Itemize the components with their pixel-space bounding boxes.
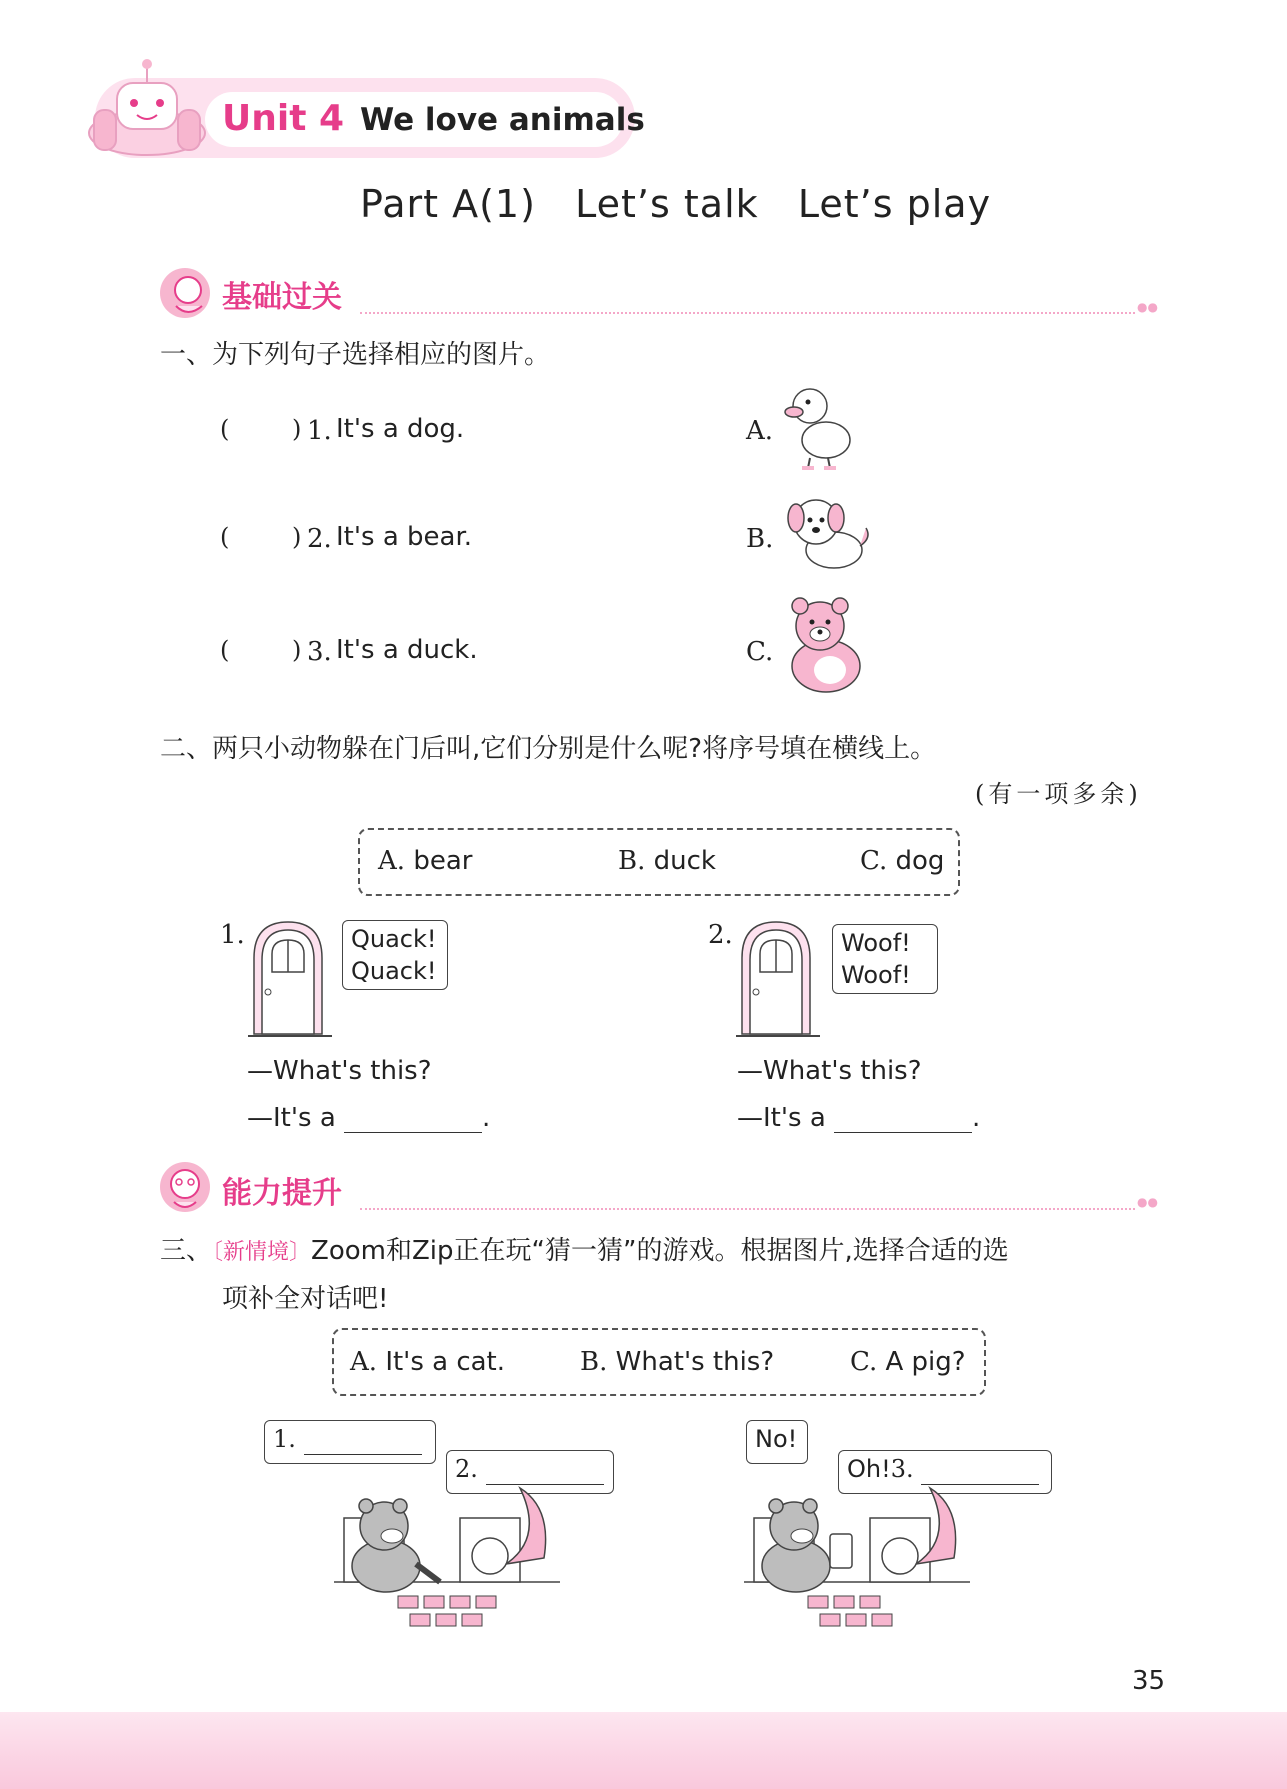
duck-icon	[780, 378, 855, 473]
q1-option-a-label: A.	[746, 416, 774, 446]
q2-scene2-num: 2.	[708, 920, 733, 950]
q1-item2-paren-close: )	[292, 523, 302, 551]
q3-tag: 〔新情境〕	[212, 1240, 312, 1265]
q3-bubble2: 2.	[446, 1450, 614, 1494]
q2-scene1-blank[interactable]	[344, 1106, 482, 1133]
q3-instruction-line2: 项补全对话吧!	[222, 1284, 389, 1314]
q1-item2-paren-open: (	[220, 523, 230, 551]
robot-mascot-icon	[82, 55, 212, 160]
section-advanced-icon	[158, 1160, 212, 1214]
q2-scene1-bubble	[342, 920, 448, 990]
q2-scene2-sound-line1: Woof!	[841, 929, 911, 957]
q2-scene1-sound-line1: Quack!	[351, 925, 437, 953]
page-number: 35	[1132, 1666, 1166, 1696]
unit-label: Unit 4	[222, 98, 344, 139]
q2-scene2-bubble	[832, 924, 938, 994]
q2-note: (有一项多余)	[975, 780, 1142, 808]
dog-icon	[782, 488, 872, 578]
q3-bubble-no: No!	[746, 1420, 808, 1464]
q2-scene1-sound-line2: Quack!	[351, 957, 437, 985]
footer-band	[0, 1712, 1287, 1789]
section-advanced-dots-icon: ●●	[1137, 1195, 1158, 1209]
section-advanced-divider	[360, 1208, 1135, 1210]
q3-instruction-line1: 三、〔新情境〕Zoom和Zip正在玩“猜一猜”的游戏。根据图片,选择合适的选	[160, 1236, 1009, 1266]
section-basic-dots-icon: ●●	[1137, 300, 1158, 314]
door-icon	[246, 918, 334, 1040]
q2-choice-c: C. dog	[860, 846, 945, 876]
unit-title: We love animals	[360, 102, 645, 138]
q2-scene1-answer: —It's a .	[247, 1103, 491, 1133]
bear-icon	[780, 596, 870, 696]
section-basic-divider	[360, 312, 1135, 314]
q2-scene2-question: —What's this?	[737, 1056, 922, 1086]
q3-bubble3: Oh!3.	[838, 1450, 1052, 1494]
q3-choice-a: A. It's a cat.	[350, 1347, 506, 1377]
q1-item1-paren-open: (	[220, 415, 230, 443]
q3-bubble1: 1.	[264, 1420, 436, 1464]
part-title: Part A(1) Let’s talk Let’s play	[360, 182, 992, 226]
q2-choice-a: A. bear	[378, 846, 473, 876]
q1-item1-paren-close: )	[292, 415, 302, 443]
q2-scene1-num: 1.	[220, 920, 245, 950]
q1-item3-text: It's a duck.	[336, 635, 478, 665]
q3-choice-b: B. What's this?	[580, 1347, 775, 1377]
q1-item3-num: 3.	[307, 637, 332, 667]
q3-choice-c: C. A pig?	[850, 1347, 966, 1377]
q2-scene2-sound-line2: Woof!	[841, 961, 911, 989]
q1-option-b-label: B.	[746, 524, 774, 554]
door-icon	[734, 918, 822, 1040]
q2-scene2-answer: —It's a .	[737, 1103, 981, 1133]
q2-instruction: 二、两只小动物躲在门后叫,它们分别是什么呢?将序号填在横线上。	[160, 734, 937, 764]
q1-item3-paren-open: (	[220, 636, 230, 664]
section-basic-icon	[158, 266, 212, 320]
q1-item1-text: It's a dog.	[336, 414, 465, 444]
q2-choice-b: B. duck	[618, 846, 716, 876]
q2-scene1-question: —What's this?	[247, 1056, 432, 1086]
section-basic-title: 基础过关	[222, 280, 342, 315]
q2-scene2-blank[interactable]	[834, 1106, 972, 1133]
q1-item3-paren-close: )	[292, 636, 302, 664]
q1-option-c-label: C.	[746, 637, 774, 667]
q1-item2-text: It's a bear.	[336, 522, 473, 552]
q1-instruction: 一、为下列句子选择相应的图片。	[160, 340, 551, 370]
bear-squirrel-scene-icon	[330, 1478, 570, 1638]
bear-squirrel-guess-scene-icon	[740, 1478, 980, 1638]
section-advanced-title: 能力提升	[222, 1176, 342, 1211]
q1-item1-num: 1.	[307, 416, 332, 446]
q3-bubble1-blank[interactable]	[304, 1428, 422, 1455]
q1-item2-num: 2.	[307, 524, 332, 554]
